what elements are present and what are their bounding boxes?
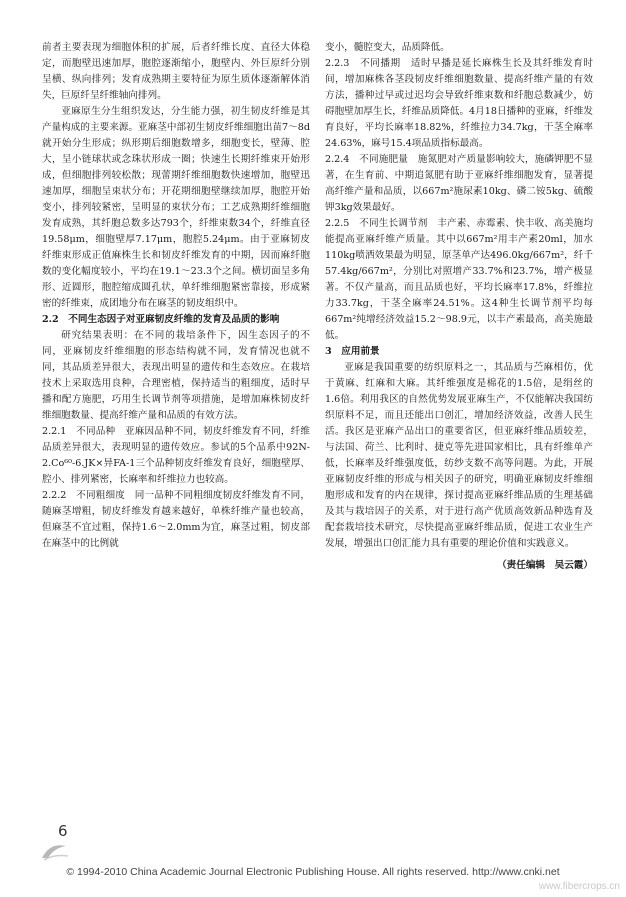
body-paragraph: 2.2.3 不同播期 适时早播是延长麻株生长及其纤维发育时间，增加麻株各茎段韧皮纤维细胞数量、提高纤维产量的有效方法，播种过早或过迟均会导致纤维束数和纤胞总数减少，妨碍胞壁加厚生长，纤维品质降低。4月18日播种的亚麻，纤维发育良好，平均长麻率18.82%，纤维拉力34.7kg，干茎全麻率24.63%，麻号15.4项品质指标最高。 xyxy=(325,58,593,149)
section-heading: 3 应用前景 xyxy=(325,346,380,357)
body-paragraph: 亚麻是我国重要的纺织原料之一，其品质与苎麻相仿，优于黄麻、红麻和大麻。其纤维强度是棉花的1.5倍，是绢丝的1.6倍。利用我区的自然优势发展亚麻生产，不仅能解决我国纺织原料不足，而且还能出口创汇，增加经济效益，改善人民生活。我区是亚麻产品出口的重要省区，但亚麻纤维品质较差，与法国、荷兰、比利时、捷克等先进国家相比，具有纤维单产低，长麻率及纤维强度低，纺纱支数不高等问题。为此，开展亚麻韧皮纤维的形成与相关因子的研究，明确亚麻韧皮纤维细胞形成和发育的内在规律，探讨提高亚麻纤维品质的生理基础及其与栽培因子的关系，对于进行高产优质高效新品种选育及配套栽培技术研究，尽快提高亚麻纤维品质，促进工农业生产发展，增强出口创汇能力具有重要的理论价值和实践意义。 xyxy=(325,362,593,549)
page-number: 6 xyxy=(58,822,68,840)
body-paragraph: 研究结果表明：在不同的栽培条件下，因生态因子的不同，亚麻韧皮纤维细胞的形态结构就不同，发育情况也就不同，其品质差异很大，表现出明显的遗传和生态效应。在栽培技术上采取选用良种，合理密植，保持适当的粗细度，适时早播和配方施肥，巧用生长调节剂等项措施，是增加麻株韧皮纤维细胞数量、提高纤维产量和品质的有效方法。 xyxy=(42,330,310,421)
right-column xyxy=(325,40,593,574)
editor-credit: （责任编辑 吴云霞） xyxy=(497,560,593,571)
site-watermark: www.fibercrops.cn xyxy=(538,881,620,892)
body-paragraph: 亚麻原生分生组织发达，分生能力强，初生韧皮纤维是其产量构成的主要来源。亚麻茎中部初生韧皮纤维细胞出苗7～8d就开始分生形成；纵形期后细胞数增多，细胞变长，壁薄、腔大，呈小链球状或念珠状形成一圈；快速生长期纤维束开始形成，但细胞排列较松散；现蕾期纤维细胞数快速增加，胞壁迅速加厚，细胞呈束状分布；开花期细胞壁继续加厚，胞腔开始变小，排列较紧密，呈明显的束状分布；工艺成熟期纤维细胞发育成熟，其纤胞总数多达793个，纤维束数34个，纤维直径19.58μm，细胞壁厚7.17μm，胞腔5.24μm。由于亚麻韧皮纤维束形成正值麻株生长和韧皮纤维发育的中期，因而麻纤胞数的变化幅度较小，平均在19.1～23.3个之间。横切面呈多角形、近圆形，胞腔缩成圆孔状，单纤维细胞紧密靠接，形成紧密的纤维束，成团地分布在麻茎的韧皮组织中。 xyxy=(42,106,310,309)
body-paragraph: 2.2.5 不同生长调节剂 丰产素、赤霉素、快丰收、高美施均能提高亚麻纤维产质量。其中以667m²用丰产素20ml，加水110kg喷洒效果最为明显，原茎单产达496.0kg/667m²，纤千57.4kg/667m²，分别比对照增产33.7%和23.7%，增产极显著。不仅产量高，而且品质也好，平均长麻率17.8%，纤维拉力33.7kg，干茎全麻率24.51%。这4种生长调节剂平均每667m²纯增经济效益15.2～98.9元，以丰产素最高，高美施最低。 xyxy=(325,218,593,341)
body-paragraph: 前者主要表现为细胞体积的扩展，后者纤维长度、直径大体稳定，而胞壁迅速加厚，胞腔逐渐缩小，胞壁内、外巨原纤分别呈横、纵向排列；发育成熟期主要特征为原生质体逐渐解体消失，巨原纤呈纤维轴向排列。 xyxy=(42,42,310,101)
journal-corner-logo-icon xyxy=(40,840,70,862)
body-paragraph: 2.2.1 不同品种 亚麻因品种不同，韧皮纤维发育不同，纤维品质差异很大，表现明显的遗传效应。参试的5个品系中92N-2.Co⁶⁰-6.JK×异FA-1三个品种韧皮纤维发育良好，细胞壁厚、腔小、排列紧密，长麻率和纤维拉力也较高。 xyxy=(42,426,310,485)
left-column xyxy=(42,40,310,552)
body-paragraph: 2.2.4 不同施肥量 施氮肥对产质量影响较大，施磷钾肥不显著，在生育前、中期追氮肥有助于亚麻纤维细胞发育，显著提高纤维产量和品质，以667m²施尿素10kg、磷二铵5kg、硫酸钾3kg效果最好。 xyxy=(325,154,593,213)
copyright-footer: © 1994-2010 China Academic Journal Electronic Publishing House. All rights reserved. http://www.cnki.net xyxy=(66,866,560,878)
body-paragraph: 变小，髓腔变大，品质降低。 xyxy=(325,42,450,53)
section-heading: 2.2 不同生态因子对亚麻韧皮纤维的发育及品质的影响 xyxy=(42,314,280,325)
body-paragraph: 2.2.2 不同粗细度 同一品种不同粗细度韧皮纤维发育不同，随麻茎增粗，韧皮纤维发育越来越好，单株纤维产量也较高，但麻茎不宜过粗，保持1.6～2.0mm为宜，麻茎过粗，韧皮部在麻茎中的比例就 xyxy=(42,490,310,549)
